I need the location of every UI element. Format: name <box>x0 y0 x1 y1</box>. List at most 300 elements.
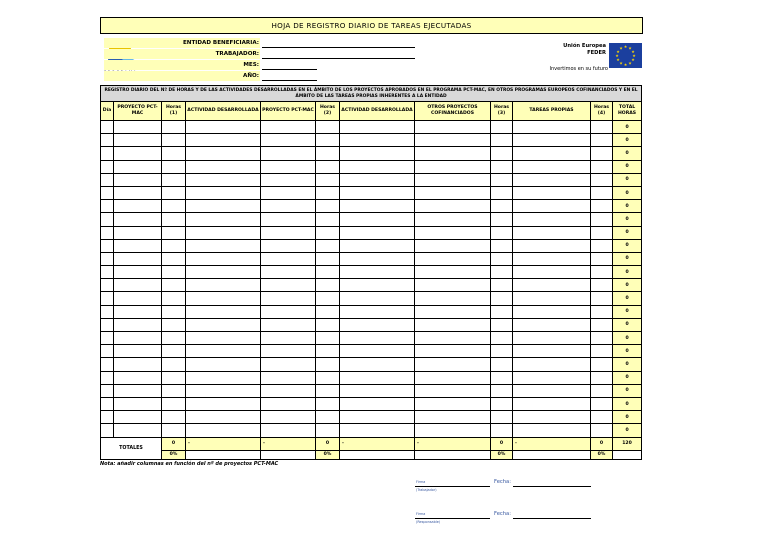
entry-cell[interactable] <box>340 345 415 358</box>
entry-cell[interactable] <box>186 292 261 305</box>
entry-cell[interactable] <box>340 318 415 331</box>
entry-cell[interactable] <box>415 134 491 147</box>
entry-cell[interactable] <box>114 239 162 252</box>
row-total-cell: 0 <box>613 358 642 371</box>
col-header-actividad-1: ACTIVIDAD DESARROLLADA <box>186 102 261 121</box>
entry-cell[interactable] <box>491 345 513 358</box>
entry-cell[interactable] <box>591 134 613 147</box>
entry-cell[interactable] <box>316 411 340 424</box>
entry-cell[interactable] <box>415 371 491 384</box>
entry-cell[interactable] <box>316 371 340 384</box>
entry-cell[interactable] <box>162 186 186 199</box>
entry-cell[interactable] <box>114 424 162 437</box>
entry-cell[interactable] <box>316 134 340 147</box>
entry-cell[interactable] <box>491 371 513 384</box>
entry-cell[interactable] <box>186 186 261 199</box>
entry-cell[interactable] <box>162 134 186 147</box>
entry-cell[interactable] <box>591 252 613 265</box>
entry-cell[interactable] <box>101 305 114 318</box>
entry-cell[interactable] <box>114 345 162 358</box>
entry-cell[interactable] <box>513 424 591 437</box>
entry-cell[interactable] <box>101 226 114 239</box>
entry-cell[interactable] <box>513 160 591 173</box>
entry-cell[interactable] <box>162 226 186 239</box>
entry-cell[interactable] <box>162 292 186 305</box>
entry-cell[interactable] <box>114 160 162 173</box>
entry-cell[interactable] <box>261 384 316 397</box>
entry-cell[interactable] <box>114 279 162 292</box>
row-total-cell: 0 <box>613 173 642 186</box>
entry-cell[interactable] <box>101 371 114 384</box>
table-row <box>101 411 642 424</box>
table-row <box>101 279 642 292</box>
entry-cell[interactable] <box>101 411 114 424</box>
entry-cell[interactable] <box>316 186 340 199</box>
entry-cell[interactable] <box>101 332 114 345</box>
entry-cell[interactable] <box>101 121 114 134</box>
entry-cell[interactable] <box>316 384 340 397</box>
entry-cell[interactable] <box>101 200 114 213</box>
entry-cell[interactable] <box>101 173 114 186</box>
grand-total: 120 <box>613 437 642 450</box>
entry-cell[interactable] <box>513 345 591 358</box>
entry-cell[interactable] <box>186 160 261 173</box>
entry-cell[interactable] <box>591 121 613 134</box>
entry-cell[interactable] <box>162 213 186 226</box>
entry-cell[interactable] <box>591 173 613 186</box>
entry-cell[interactable] <box>316 424 340 437</box>
entry-cell[interactable] <box>491 279 513 292</box>
entry-cell[interactable] <box>491 318 513 331</box>
entry-cell[interactable] <box>340 292 415 305</box>
entry-cell[interactable] <box>491 266 513 279</box>
entry-cell[interactable] <box>591 345 613 358</box>
svg-text:★: ★ <box>616 57 620 62</box>
entry-cell[interactable] <box>415 200 491 213</box>
entry-cell[interactable] <box>415 332 491 345</box>
entry-cell[interactable] <box>415 160 491 173</box>
entry-cell[interactable] <box>591 147 613 160</box>
entry-cell[interactable] <box>186 134 261 147</box>
entry-cell[interactable] <box>316 147 340 160</box>
entry-cell[interactable] <box>186 173 261 186</box>
entry-cell[interactable] <box>186 345 261 358</box>
entry-cell[interactable] <box>340 384 415 397</box>
entry-cell[interactable] <box>316 226 340 239</box>
entry-cell[interactable] <box>491 121 513 134</box>
entry-cell[interactable] <box>261 252 316 265</box>
entry-cell[interactable] <box>415 292 491 305</box>
entry-cell[interactable] <box>114 173 162 186</box>
entry-cell[interactable] <box>591 292 613 305</box>
entry-cell[interactable] <box>186 252 261 265</box>
entry-cell[interactable] <box>114 121 162 134</box>
mes-field[interactable] <box>262 69 317 70</box>
entry-cell[interactable] <box>162 305 186 318</box>
entry-cell[interactable] <box>340 147 415 160</box>
entry-cell[interactable] <box>415 226 491 239</box>
row-total-cell: 0 <box>613 292 642 305</box>
table-row <box>101 332 642 345</box>
entry-cell[interactable] <box>162 173 186 186</box>
entry-cell[interactable] <box>261 134 316 147</box>
entry-cell[interactable] <box>491 305 513 318</box>
entry-cell[interactable] <box>340 279 415 292</box>
entry-cell[interactable] <box>162 345 186 358</box>
entry-cell[interactable] <box>114 318 162 331</box>
entry-cell[interactable] <box>591 266 613 279</box>
entry-cell[interactable] <box>261 173 316 186</box>
table-row <box>101 424 642 437</box>
entry-cell[interactable] <box>340 173 415 186</box>
entry-cell[interactable] <box>101 358 114 371</box>
entry-cell[interactable] <box>162 371 186 384</box>
entry-cell[interactable] <box>101 266 114 279</box>
entry-cell[interactable] <box>101 384 114 397</box>
entry-cell[interactable] <box>491 397 513 410</box>
entry-cell[interactable] <box>591 279 613 292</box>
pct-4: 0% <box>591 450 613 459</box>
entry-cell[interactable] <box>513 252 591 265</box>
entry-cell[interactable] <box>101 147 114 160</box>
entry-cell[interactable] <box>415 266 491 279</box>
entry-cell[interactable] <box>415 279 491 292</box>
entry-cell[interactable] <box>316 213 340 226</box>
entry-cell[interactable] <box>591 411 613 424</box>
entry-cell[interactable] <box>114 397 162 410</box>
entry-cell[interactable] <box>415 121 491 134</box>
entry-cell[interactable] <box>114 266 162 279</box>
entry-cell[interactable] <box>491 252 513 265</box>
entry-cell[interactable] <box>186 305 261 318</box>
entry-cell[interactable] <box>261 424 316 437</box>
entry-cell[interactable] <box>340 186 415 199</box>
entry-cell[interactable] <box>316 358 340 371</box>
entry-cell[interactable] <box>340 134 415 147</box>
total-dash-4: - <box>415 437 491 450</box>
entry-cell[interactable] <box>513 173 591 186</box>
entry-cell[interactable] <box>261 358 316 371</box>
entry-cell[interactable] <box>415 411 491 424</box>
entry-cell[interactable] <box>340 200 415 213</box>
entry-cell[interactable] <box>513 266 591 279</box>
pct-blank-2 <box>261 450 316 459</box>
entry-cell[interactable] <box>340 239 415 252</box>
entry-cell[interactable] <box>340 213 415 226</box>
entry-cell[interactable] <box>340 424 415 437</box>
mes-label: MES: <box>104 60 260 70</box>
entry-cell[interactable] <box>186 318 261 331</box>
entry-cell[interactable] <box>513 213 591 226</box>
signature-1-line[interactable] <box>415 486 490 487</box>
entry-cell[interactable] <box>162 358 186 371</box>
entry-cell[interactable] <box>316 318 340 331</box>
row-total-cell: 0 <box>613 397 642 410</box>
entry-cell[interactable] <box>513 358 591 371</box>
entry-cell[interactable] <box>101 424 114 437</box>
signature-1-fecha-label: Fecha: <box>494 479 511 485</box>
entry-cell[interactable] <box>186 411 261 424</box>
entry-cell[interactable] <box>114 358 162 371</box>
entry-cell[interactable] <box>162 200 186 213</box>
col-header-horas-2: Horas (2) <box>316 102 340 121</box>
entry-cell[interactable] <box>114 213 162 226</box>
entry-cell[interactable] <box>186 239 261 252</box>
entry-cell[interactable] <box>261 318 316 331</box>
entry-cell[interactable] <box>415 252 491 265</box>
entry-cell[interactable] <box>186 332 261 345</box>
entry-cell[interactable] <box>162 266 186 279</box>
entry-cell[interactable] <box>186 397 261 410</box>
entry-cell[interactable] <box>491 134 513 147</box>
entry-cell[interactable] <box>114 134 162 147</box>
entry-cell[interactable] <box>491 332 513 345</box>
entry-cell[interactable] <box>186 358 261 371</box>
signature-2-line[interactable] <box>415 518 490 519</box>
entry-cell[interactable] <box>513 121 591 134</box>
entry-cell[interactable] <box>101 252 114 265</box>
entry-cell[interactable] <box>186 200 261 213</box>
entry-cell[interactable] <box>316 173 340 186</box>
entry-cell[interactable] <box>186 226 261 239</box>
trabajador-field[interactable] <box>262 58 415 59</box>
entry-cell[interactable] <box>261 397 316 410</box>
entry-cell[interactable] <box>114 252 162 265</box>
entry-cell[interactable] <box>114 200 162 213</box>
entry-cell[interactable] <box>261 266 316 279</box>
entry-cell[interactable] <box>340 411 415 424</box>
entry-cell[interactable] <box>513 332 591 345</box>
entry-cell[interactable] <box>316 292 340 305</box>
entry-cell[interactable] <box>162 411 186 424</box>
entry-cell[interactable] <box>261 279 316 292</box>
entry-cell[interactable] <box>491 186 513 199</box>
entry-cell[interactable] <box>162 318 186 331</box>
entry-cell[interactable] <box>101 292 114 305</box>
entry-cell[interactable] <box>491 358 513 371</box>
entry-cell[interactable] <box>162 384 186 397</box>
signature-1-fecha-line[interactable] <box>513 486 591 487</box>
entry-cell[interactable] <box>101 186 114 199</box>
entry-cell[interactable] <box>162 424 186 437</box>
entry-cell[interactable] <box>591 424 613 437</box>
entry-cell[interactable] <box>591 239 613 252</box>
entry-cell[interactable] <box>261 147 316 160</box>
entry-cell[interactable] <box>162 147 186 160</box>
signature-2-role: (Responsable) <box>416 520 441 524</box>
entry-cell[interactable] <box>316 279 340 292</box>
entry-cell[interactable] <box>591 318 613 331</box>
entry-cell[interactable] <box>101 239 114 252</box>
entry-cell[interactable] <box>261 411 316 424</box>
entry-cell[interactable] <box>162 160 186 173</box>
entry-cell[interactable] <box>261 226 316 239</box>
entry-cell[interactable] <box>491 200 513 213</box>
entry-cell[interactable] <box>186 147 261 160</box>
entry-cell[interactable] <box>261 371 316 384</box>
entry-cell[interactable] <box>491 213 513 226</box>
entry-cell[interactable] <box>261 160 316 173</box>
entry-cell[interactable] <box>101 160 114 173</box>
entry-cell[interactable] <box>415 213 491 226</box>
entry-cell[interactable] <box>186 121 261 134</box>
entry-cell[interactable] <box>114 226 162 239</box>
entry-cell[interactable] <box>186 371 261 384</box>
signature-2-firma: Firma <box>416 512 426 516</box>
entry-cell[interactable] <box>186 384 261 397</box>
entry-cell[interactable] <box>415 397 491 410</box>
entry-cell[interactable] <box>340 160 415 173</box>
entry-cell[interactable] <box>491 173 513 186</box>
entry-cell[interactable] <box>340 226 415 239</box>
task-register-table <box>100 85 642 460</box>
row-total-cell: 0 <box>613 200 642 213</box>
entry-cell[interactable] <box>415 305 491 318</box>
entry-cell[interactable] <box>340 266 415 279</box>
entry-cell[interactable] <box>591 226 613 239</box>
entry-cell[interactable] <box>513 239 591 252</box>
entry-cell[interactable] <box>415 384 491 397</box>
table-row <box>101 292 642 305</box>
entry-cell[interactable] <box>415 318 491 331</box>
entry-cell[interactable] <box>114 371 162 384</box>
entry-cell[interactable] <box>491 147 513 160</box>
entry-cell[interactable] <box>114 384 162 397</box>
entry-cell[interactable] <box>162 121 186 134</box>
entry-cell[interactable] <box>101 134 114 147</box>
entry-cell[interactable] <box>316 200 340 213</box>
entry-cell[interactable] <box>186 424 261 437</box>
entry-cell[interactable] <box>316 160 340 173</box>
entry-cell[interactable] <box>340 358 415 371</box>
col-header-horas-4: Horas (4) <box>591 102 613 121</box>
entry-cell[interactable] <box>261 186 316 199</box>
entry-cell[interactable] <box>261 121 316 134</box>
entry-cell[interactable] <box>513 186 591 199</box>
entry-cell[interactable] <box>114 411 162 424</box>
entry-cell[interactable] <box>186 213 261 226</box>
table-row <box>101 160 642 173</box>
entry-cell[interactable] <box>340 397 415 410</box>
entry-cell[interactable] <box>261 332 316 345</box>
pct-1: 0% <box>162 450 186 459</box>
entry-cell[interactable] <box>415 239 491 252</box>
entidad-field[interactable] <box>262 47 415 48</box>
entry-cell[interactable] <box>491 239 513 252</box>
anio-field[interactable] <box>262 80 317 81</box>
entry-cell[interactable] <box>114 147 162 160</box>
entry-cell[interactable] <box>513 226 591 239</box>
table-row <box>101 134 642 147</box>
entry-cell[interactable] <box>101 213 114 226</box>
entry-cell[interactable] <box>591 397 613 410</box>
entry-cell[interactable] <box>415 345 491 358</box>
entry-cell[interactable] <box>513 318 591 331</box>
entry-cell[interactable] <box>186 266 261 279</box>
entry-cell[interactable] <box>491 160 513 173</box>
total-dash-3: - <box>340 437 415 450</box>
entry-cell[interactable] <box>415 173 491 186</box>
entry-cell[interactable] <box>101 279 114 292</box>
entry-cell[interactable] <box>491 226 513 239</box>
entry-cell[interactable] <box>591 332 613 345</box>
entry-cell[interactable] <box>162 239 186 252</box>
entry-cell[interactable] <box>316 332 340 345</box>
entry-cell[interactable] <box>513 147 591 160</box>
entry-cell[interactable] <box>316 345 340 358</box>
entry-cell[interactable] <box>340 371 415 384</box>
entry-cell[interactable] <box>316 121 340 134</box>
entry-cell[interactable] <box>415 186 491 199</box>
entry-cell[interactable] <box>591 305 613 318</box>
entry-cell[interactable] <box>101 345 114 358</box>
entry-cell[interactable] <box>340 305 415 318</box>
entry-cell[interactable] <box>491 292 513 305</box>
entry-cell[interactable] <box>316 397 340 410</box>
entry-cell[interactable] <box>591 371 613 384</box>
entry-cell[interactable] <box>591 200 613 213</box>
entry-cell[interactable] <box>261 213 316 226</box>
entry-cell[interactable] <box>513 292 591 305</box>
entry-cell[interactable] <box>513 371 591 384</box>
entry-cell[interactable] <box>162 332 186 345</box>
entry-cell[interactable] <box>415 424 491 437</box>
entry-cell[interactable] <box>415 147 491 160</box>
entry-cell[interactable] <box>114 292 162 305</box>
entry-cell[interactable] <box>162 252 186 265</box>
entry-cell[interactable] <box>261 200 316 213</box>
entry-cell[interactable] <box>591 160 613 173</box>
entry-cell[interactable] <box>591 358 613 371</box>
entry-cell[interactable] <box>340 252 415 265</box>
entry-cell[interactable] <box>101 397 114 410</box>
entry-cell[interactable] <box>591 186 613 199</box>
entry-cell[interactable] <box>513 305 591 318</box>
entry-cell[interactable] <box>415 358 491 371</box>
entry-cell[interactable] <box>340 332 415 345</box>
entry-cell[interactable] <box>316 266 340 279</box>
entry-cell[interactable] <box>491 411 513 424</box>
entry-cell[interactable] <box>591 384 613 397</box>
entry-cell[interactable] <box>591 213 613 226</box>
entry-cell[interactable] <box>491 384 513 397</box>
entry-cell[interactable] <box>114 332 162 345</box>
entry-cell[interactable] <box>114 305 162 318</box>
entry-cell[interactable] <box>491 424 513 437</box>
entry-cell[interactable] <box>513 200 591 213</box>
entry-cell[interactable] <box>162 279 186 292</box>
entry-cell[interactable] <box>316 239 340 252</box>
entry-cell[interactable] <box>261 305 316 318</box>
entry-cell[interactable] <box>162 397 186 410</box>
entry-cell[interactable] <box>513 279 591 292</box>
row-total-cell: 0 <box>613 213 642 226</box>
entry-cell[interactable] <box>186 279 261 292</box>
entry-cell[interactable] <box>261 292 316 305</box>
entry-cell[interactable] <box>101 318 114 331</box>
entry-cell[interactable] <box>114 186 162 199</box>
entry-cell[interactable] <box>316 252 340 265</box>
entry-cell[interactable] <box>316 305 340 318</box>
entry-cell[interactable] <box>261 239 316 252</box>
signature-2-fecha-line[interactable] <box>513 518 591 519</box>
entry-cell[interactable] <box>513 411 591 424</box>
entry-cell[interactable] <box>261 345 316 358</box>
entry-cell[interactable] <box>513 397 591 410</box>
entry-cell[interactable] <box>513 384 591 397</box>
entry-cell[interactable] <box>340 121 415 134</box>
entry-cell[interactable] <box>513 134 591 147</box>
